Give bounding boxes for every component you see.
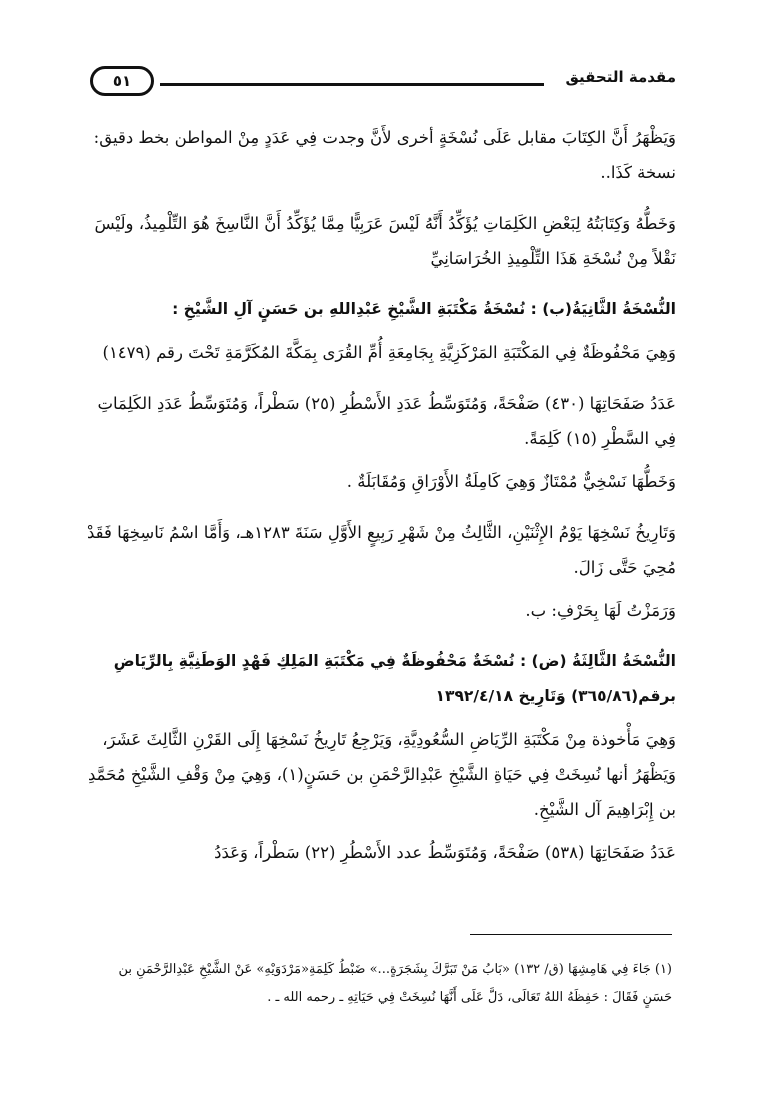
header-rule	[160, 83, 544, 86]
footnotes	[100, 956, 672, 1028]
paragraph: وَهِيَ مَأْخوذة مِنْ مَكْتَبَةِ الرِّيَاضِ السُّعُودِيَّةِ، وَيَرْجِعُ تَارِيخُ نَسْخِهَا إِلَى القَرْنِ الثَّالِثَ عَشَرَ، وَيَظْهَرُ أنها نُسِخَتْ فِي حَيَاةِ الشَّيْخِ عَبْدِالرَّحْمَنِ بن حَسَنٍ(١)، وَهِيَ مِنْ وَقْفِ الشَّيْخِ مُحَمَّدِ بن إِبْرَاهِيمَ آل الشَّيْخِ.	[87, 730, 676, 819]
paragraph: وَرَمَزْتُ لَهَا بِحَرْفِ: ب.	[525, 601, 676, 620]
page-header	[80, 64, 680, 100]
paragraph: وَتَارِيخُ نَسْخِهَا يَوْمُ الإِثْنَيْنِ، الثَّالِثُ مِنْ شَهْرِ رَبِيعٍ الأَوَّلِ سَنَةَ ١٢٨٣هـ، وَأَمَّا اسْمُ نَاسِخِهَا فَقَدْ مُحِيَ حَتَّى زَالَ.	[86, 523, 676, 577]
paragraph: وَخَطُّهَا نَسْخِيٌّ مُمْتَازٌ وَهِيَ كَامِلَةُ الأَوْرَاقِ وَمُقَابَلَةٌ .	[346, 472, 676, 491]
body-text	[84, 120, 676, 886]
footnote: (١) جَاءَ فِي هَامِشِهَا (ق/ ١٣٢) «بَابُ مَنْ تَبَرَّكَ بِشَجَرَةٍ...» ضَبْطُ كَلِمَةِ«مَرْدَوَيْهِ» عَنْ الشَّيْخِ عَبْدِالرَّحْمَنِ بن حَسَنٍ فَقَالَ : حَفِظَهُ اللهُ تَعَالَى، دَلَّ عَلَى أَنَّهَا نُسِخَتْ فِي حَيَاتِهِ ـ رحمه الله ـ .	[118, 962, 672, 1005]
paragraph: عَدَدُ صَفَحَاتِهَا (٥٣٨) صَفْحَةً، وَمُتَوَسِّطُ عدد الأَسْطُرِ (٢٢) سَطْراً، وَعَدَدُ	[214, 843, 676, 862]
paragraph: وَخَطُّهُ وَكِتَابَتُهُ لِبَعْضِ الكَلِمَاتِ يُؤَكِّدُ أَنَّهُ لَيْسَ عَرَبِيًّا مِمَّا يُؤَكِّدُ أَنَّ النَّاسِخَ هُوَ التِّلْمِيذُ، ولَيْسَ نَقْلاً مِنْ نُسْخَةِ هَذَا التِّلْمِيذِ الخُرَاسَانِيِّ	[94, 214, 676, 268]
paragraph: عَدَدُ صَفَحَاتِهَا (٤٣٠) صَفْحَةً، وَمُتَوَسِّطُ عَدَدِ الأَسْطُرِ (٢٥) سَطْراً، وَمُتَوَسِّطُ عَدَدِ الكَلِمَاتِ فِي السَّطْرِ (١٥) كَلِمَةً.	[97, 394, 676, 448]
section-heading: النُّسْخَةُ الثَّانِيَةُ(ب) : نُسْخَةُ مَكْتَبَةِ الشَّيْخِ عَبْدِاللهِ بن حَسَنٍ آلِ الشَّيْخِ :	[172, 300, 676, 318]
footnote-divider	[470, 934, 672, 935]
chapter-title: مقدمة التحقيق	[565, 68, 676, 86]
page-number: ٥١	[112, 72, 132, 90]
paragraph: وَيَظْهَرُ أَنَّ الكِتَابَ مقابل عَلَى نُسْخَةٍ أخرى لأَنَّ وجدت فِي عَدَدٍ مِنْ المواطن بخط دقيق: نسخة كَذَا..	[93, 128, 676, 182]
paragraph: وَهِيَ مَحْفُوظَةٌ فِي المَكْتَبَةِ المَرْكَزِيَّةِ بِجَامِعَةِ أُمِّ القُرَى بِمَكَّةَ المُكَرَّمَةِ تَحْتَ رقم (١٤٧٩)	[102, 343, 676, 362]
section-heading: النُّسْخَةُ الثَّالِثَةُ (ض) : نُسْخَةٌ مَحْفُوظَةٌ فِي مَكْتَبَةِ المَلِكِ فَهْدٍ الوَطَنِيَّةِ بِالرِّيَاضِ برقم(٣٦٥/٨٦) وَتَارِيخ ١٣٩٢/٤/١٨	[113, 652, 676, 705]
page-number-badge	[90, 66, 154, 96]
